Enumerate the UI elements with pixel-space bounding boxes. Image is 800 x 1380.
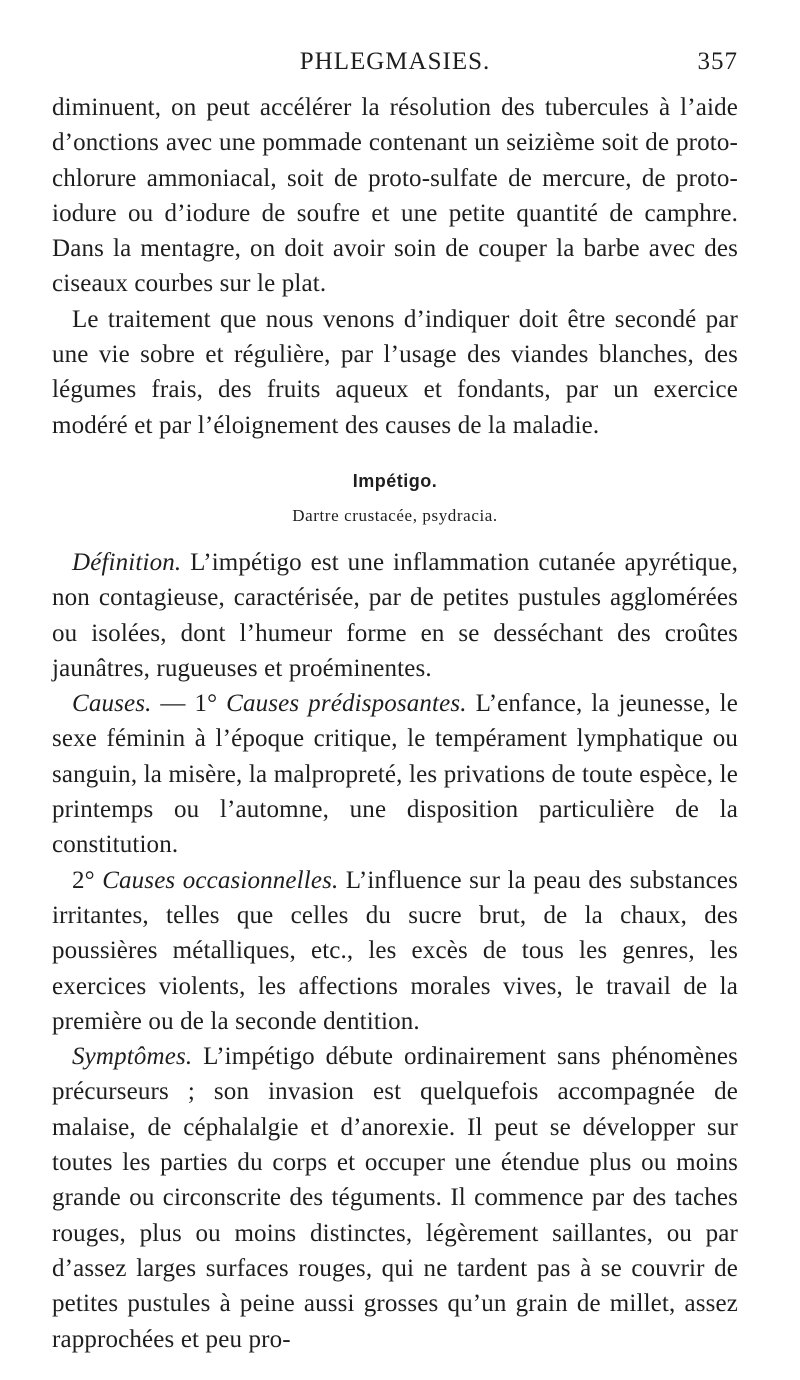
symptoms-text: L’impétigo débute ordinairement sans phénomènes précurseurs ; son invasion est quelquefois accompagnée de malaise, de céphalalgie et d’anorexie. Il peut se développer sur toutes les parties du corps et occuper une étendue plus ou moins grande ou circonscrite des téguments. Il commence par des taches rouges, plus ou moins distinctes, légèrement saillantes, ou par d’assez larges surfaces rouges, qui ne tardent pas à se couvrir de petites pustules à peine aussi grosses qu’un grain de millet, assez rapprochées et peu pro- xyxy=(52,1043,738,1353)
paragraph-treatment-continued: diminuent, on peut accélérer la résolution des tubercules à l’aide d’onctions avec une pommade contenant un seizième soit de proto-chlorure ammoniacal, soit de proto-sulfate de mercure, de proto-iodure ou d’iodure de soufre et une petite quantité de camphre. Dans la mentagre, on doit avoir soin de couper la barbe avec des ciseaux courbes sur le plat. xyxy=(52,94,738,298)
causes-predisposing-text: L’enfance, la jeunesse, le sexe féminin à l’époque critique, le tempérament lymphatique ou sanguin, la misère, la malpropreté, les privations de toute espèce, le printemps ou l’automne, une disposition particulière de la constitution. xyxy=(52,690,738,859)
causes-predisposing-label: Causes prédisposantes. xyxy=(226,690,467,718)
section-title: Impétigo. xyxy=(352,470,438,491)
definition-label: Définition. xyxy=(72,548,182,576)
paragraph-definition xyxy=(52,545,738,686)
causes-occasional-number: 2° xyxy=(72,866,103,894)
causes-occasional-text: L’influence sur la peau des substances irritantes, telles que celles du sucre brut, de la chaux, des poussières métalliques, etc., les excès de tous les genres, les exercices violents, les affections morales vives, le travail de la première ou de la seconde dentition. xyxy=(52,866,738,1035)
symptoms-label: Symptômes. xyxy=(72,1043,193,1071)
page-number: 357 xyxy=(697,48,738,75)
causes-dash: — 1° xyxy=(151,690,227,718)
page-body xyxy=(52,90,738,1357)
paragraph-symptoms xyxy=(52,1039,738,1357)
section-synonyms: Dartre crustacée, psydracia. xyxy=(292,505,498,525)
paragraph-regimen: Le traitement que nous venons d’indiquer doit être secondé par une vie sobre et régulière, par l’usage des viandes blanches, des légumes frais, des fruits aqueux et fondants, par un exercice modéré et par l’éloignement des causes de la maladie. xyxy=(52,305,738,439)
running-title: PHLEGMASIES. xyxy=(299,48,491,75)
paragraph-causes-predisposing xyxy=(52,686,738,862)
causes-occasional-label: Causes occasionnelles. xyxy=(102,866,339,894)
paragraph-causes-occasional xyxy=(52,863,738,1039)
page-header xyxy=(52,48,738,84)
definition-text: L’impétigo est une inflammation cutanée apyrétique, non contagieuse, caractérisée, par de petites pustules agglomérées ou isolées, dont l’humeur forme en se desséchant des croûtes jaunâtres, rugueuses et proéminentes. xyxy=(52,548,738,682)
causes-label: Causes. xyxy=(72,690,152,718)
